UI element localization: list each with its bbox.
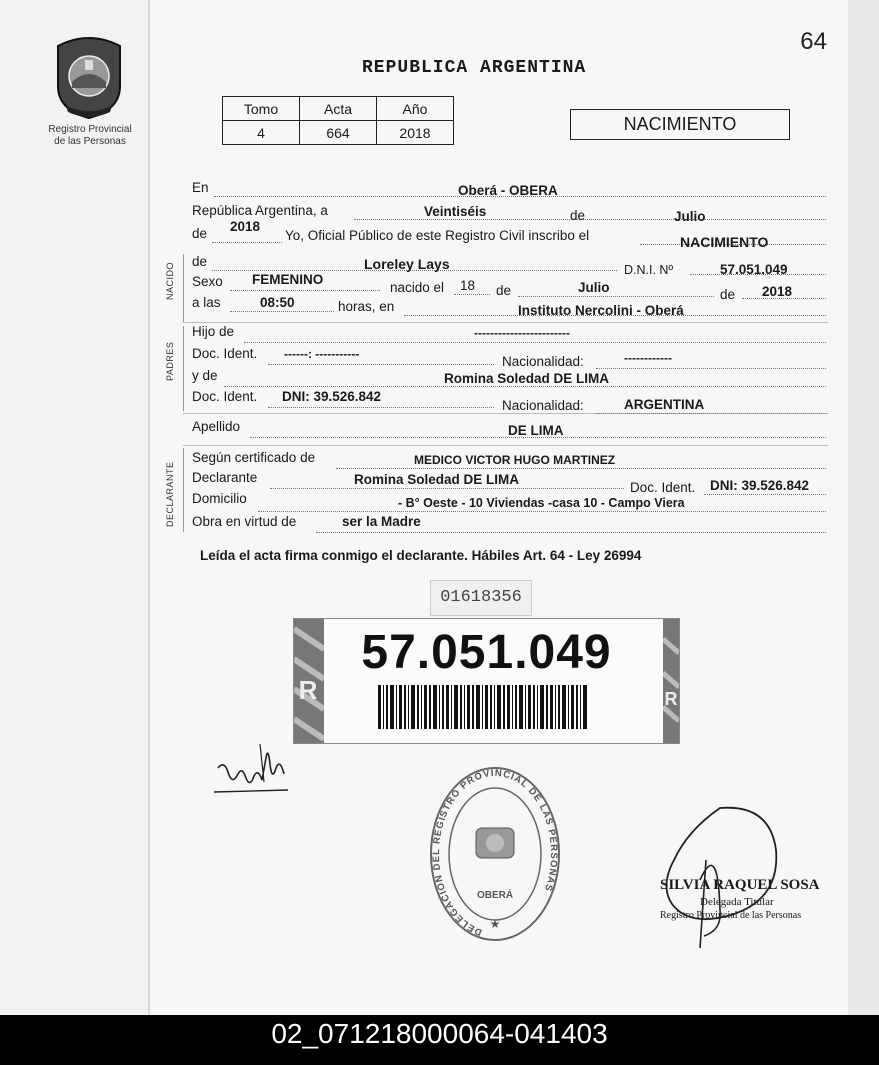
value-address: - B° Oeste - 10 Viviendas -casa 10 - Campo Viera xyxy=(398,496,685,510)
row-father xyxy=(192,324,826,344)
right-margin-strip xyxy=(848,0,879,1015)
value-father-name: ------------------------ xyxy=(474,326,570,340)
left-margin-strip xyxy=(0,0,148,1015)
row-mother xyxy=(192,368,826,388)
record-type-box: NACIMIENTO xyxy=(570,109,790,140)
label-name-de: de xyxy=(192,254,208,269)
table-value-tomo: 4 xyxy=(223,121,300,145)
label-apellido: Apellido xyxy=(192,419,241,434)
row-time-place xyxy=(192,295,826,318)
footer-code: 02_071218000064-041403 xyxy=(0,1015,879,1065)
row-address xyxy=(192,491,826,511)
label-domicilio: Domicilio xyxy=(192,491,247,506)
registry-caption-line1: Registro Provincial xyxy=(48,124,132,135)
value-sex: FEMENINO xyxy=(252,272,324,287)
row-mother-doc xyxy=(192,389,826,413)
dni-sticker xyxy=(293,618,680,744)
value-mother-doc: DNI: 39.526.842 xyxy=(282,389,382,404)
row-date xyxy=(192,203,826,223)
value-child-name: Loreley Lays xyxy=(364,256,450,272)
value-birth-year: 2018 xyxy=(762,284,793,299)
value-father-doc: ------: ----------- xyxy=(284,347,360,361)
registry-table xyxy=(222,96,454,145)
label-de3: de xyxy=(496,283,512,298)
row-father-doc xyxy=(192,346,826,369)
value-birth-place: Instituto Nercolini - Oberá xyxy=(518,303,684,318)
value-declarant: Romina Soledad DE LIMA xyxy=(354,472,520,487)
official-signature xyxy=(660,800,784,950)
label-dni: D.N.I. Nº xyxy=(624,263,674,277)
label-horas: horas, en xyxy=(338,299,395,314)
label-de4: de xyxy=(720,287,736,302)
section-separator xyxy=(183,322,828,323)
official-organization: Registro Provincial de las Personas xyxy=(660,910,802,921)
label-doc-ident3: Doc. Ident. xyxy=(630,480,696,495)
registry-caption-line2: de las Personas xyxy=(54,136,126,147)
section-label-padres: PADRES xyxy=(165,341,175,381)
section-label-nacido: NACIDO xyxy=(165,261,175,300)
label-de2: de xyxy=(192,226,208,241)
label-segun: Según certificado de xyxy=(192,450,316,465)
value-mother-name: Romina Soledad DE LIMA xyxy=(444,371,610,386)
section-divider-nacido xyxy=(183,254,184,322)
value-year: 2018 xyxy=(230,219,261,234)
registry-seal xyxy=(428,764,562,944)
value-day-words: Veintiséis xyxy=(424,204,487,219)
official-name: SILVIA RAQUEL SOSA xyxy=(660,877,820,893)
row-event xyxy=(192,219,826,250)
value-event: NACIMIENTO xyxy=(680,234,769,250)
label-republica: República Argentina, a xyxy=(192,203,328,218)
row-capacity xyxy=(192,514,826,534)
label-obra: Obra en virtud de xyxy=(192,514,297,529)
row-certificate xyxy=(192,450,826,470)
value-capacity: ser la Madre xyxy=(342,514,421,529)
value-mother-nationality: ARGENTINA xyxy=(624,397,705,412)
closing-note: Leída el acta firma conmigo el declarante. Hábiles Art. 64 - Ley 26994 xyxy=(200,548,642,563)
row-declarant xyxy=(192,470,826,495)
sticker-pattern-left xyxy=(294,619,324,743)
label-doc-ident: Doc. Ident. xyxy=(192,346,258,361)
label-nacido: nacido el xyxy=(390,280,445,295)
section-separator xyxy=(183,445,828,446)
value-birth-day: 18 xyxy=(460,278,476,293)
svg-text:★: ★ xyxy=(489,917,501,931)
page-number: 64 xyxy=(800,28,827,55)
value-declarant-doc: DNI: 39.526.842 xyxy=(710,478,810,493)
label-en: En xyxy=(192,180,209,195)
row-place xyxy=(192,180,826,200)
table-value-ano: 2018 xyxy=(377,121,454,145)
value-birth-month: Julio xyxy=(578,280,610,295)
row-child-name xyxy=(192,254,826,277)
table-value-acta: 664 xyxy=(300,121,377,145)
value-birth-time: 08:50 xyxy=(260,295,295,310)
official-role: Delegada Titular xyxy=(700,896,774,908)
table-header-ano: Año xyxy=(377,97,454,121)
value-month: Julio xyxy=(674,209,706,224)
barcode xyxy=(378,685,588,729)
label-hijo: Hijo de xyxy=(192,324,235,339)
label-y-de: y de xyxy=(192,368,218,383)
row-sex-birth xyxy=(192,272,826,302)
label-sexo: Sexo xyxy=(192,274,223,289)
section-label-declarante: DECLARANTE xyxy=(165,461,175,527)
country-title: REPUBLICA ARGENTINA xyxy=(362,58,587,78)
section-divider-padres xyxy=(183,326,184,411)
label-doc-ident2: Doc. Ident. xyxy=(192,389,258,404)
value-child-dni: 57.051.049 xyxy=(720,262,788,277)
sticker-dni-number: 57.051.049 xyxy=(361,626,612,679)
seal-center-text: OBERÁ xyxy=(476,890,514,901)
value-city: Oberá - OBERA xyxy=(458,183,558,198)
declarant-signature xyxy=(214,738,290,800)
table-header-acta: Acta xyxy=(300,97,377,121)
label-nacionalidad2: Nacionalidad: xyxy=(502,398,584,413)
sticker-side-letter-right: R xyxy=(664,689,678,709)
label-a-las: a las xyxy=(192,295,221,310)
value-surname: DE LIMA xyxy=(508,423,564,438)
seal-ring-text: DELEGACION DEL REGISTRO PROVINCIAL DE LAS PERSONAS xyxy=(430,767,560,938)
table-header-tomo: Tomo xyxy=(223,97,300,121)
label-yo: Yo, Oficial Público de este Registro Civil inscribo el xyxy=(285,228,590,243)
label-declarante: Declarante xyxy=(192,470,258,485)
provincial-emblem-logo xyxy=(52,36,126,120)
value-certificate: MEDICO VICTOR HUGO MARTINEZ xyxy=(414,453,616,467)
registry-caption xyxy=(30,124,150,148)
value-father-nationality: ------------ xyxy=(624,351,672,365)
serial-number: 01618356 xyxy=(430,580,532,616)
row-surname xyxy=(192,419,826,439)
label-nacionalidad: Nacionalidad: xyxy=(502,354,584,369)
label-de: de xyxy=(570,208,586,223)
sticker-pattern-right xyxy=(663,619,679,743)
section-divider-declarante xyxy=(183,448,184,532)
sticker-side-letter-left: R xyxy=(298,675,318,705)
